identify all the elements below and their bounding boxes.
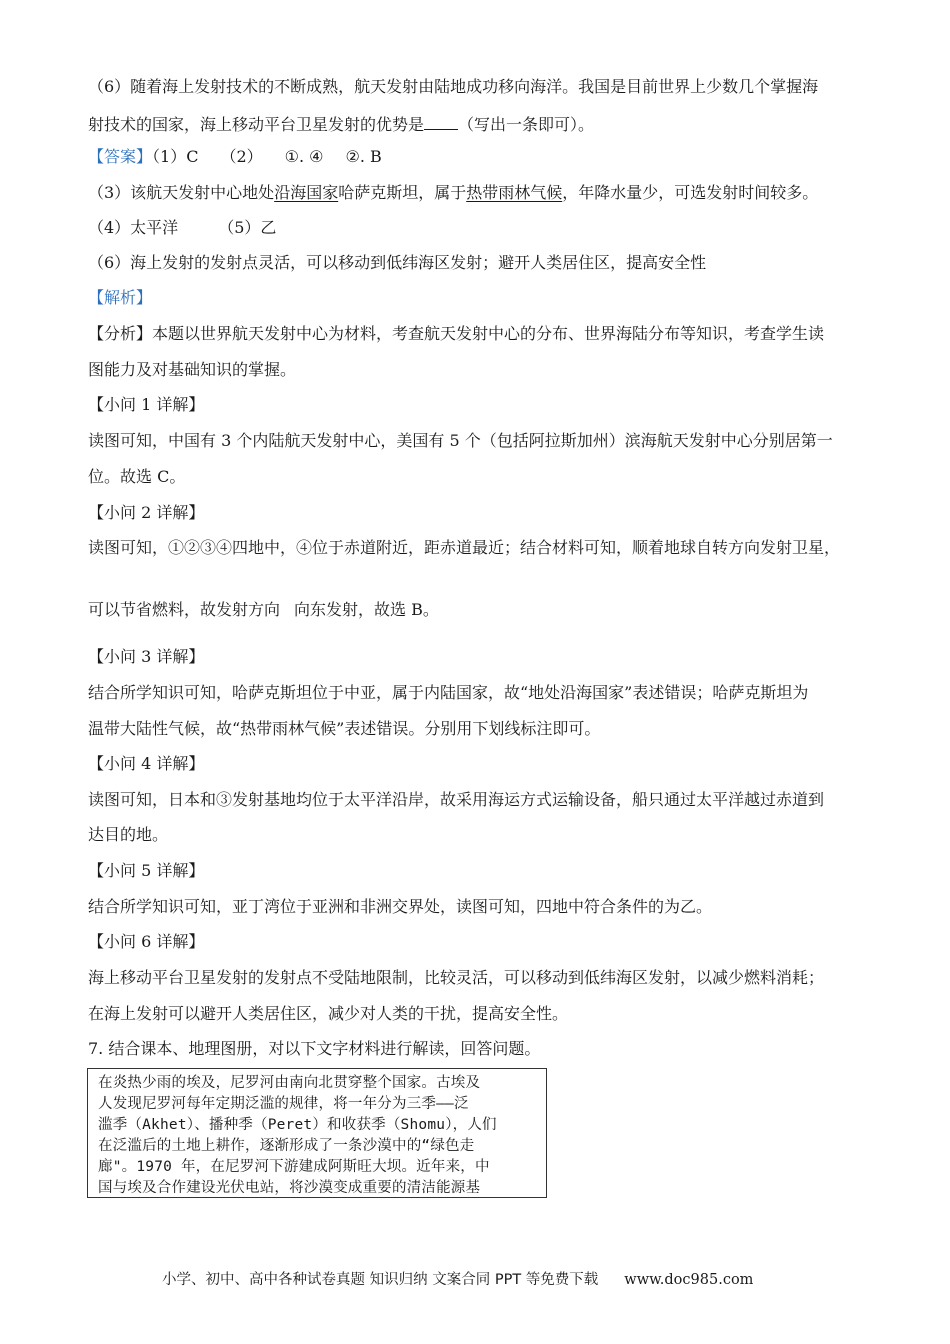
answer-1: （1）C bbox=[152, 147, 199, 166]
page-footer bbox=[162, 1268, 753, 1289]
answer-3 bbox=[88, 182, 818, 204]
material-line: 国与埃及合作建设光伏电站，将沙漠变成重要的清洁能源基 bbox=[98, 1180, 481, 1196]
answer-tag: 【答案】 bbox=[88, 147, 153, 166]
material-text-box bbox=[87, 1068, 547, 1198]
section-5-line-1: 结合所学知识可知，亚丁湾位于亚洲和非洲交界处，读图可知，四地中符合条件的为乙。 bbox=[88, 897, 713, 916]
footer-text: 小学、初中、高中各种试卷真题 知识归纳 文案合同 PPT 等免费下载 bbox=[162, 1272, 599, 1288]
section-2-line-1: 读图可知，①②③④四地中，④位于赤道附近，距赤道最近；结合材料可知，顺着地球自转方向发射卫星， bbox=[88, 538, 841, 557]
section-4-heading: 【小问 4 详解】 bbox=[88, 754, 205, 773]
answer-blank bbox=[424, 115, 458, 130]
material-line: 在炎热少雨的埃及，尼罗河由南向北贯穿整个国家。古埃及 bbox=[98, 1075, 481, 1091]
section-6-heading: 【小问 6 详解】 bbox=[88, 932, 205, 951]
material-line: 廊"。1970 年，在尼罗河下游建成阿斯旺大坝。近年来，中 bbox=[98, 1159, 490, 1175]
section-3-line-1: 结合所学知识可知，哈萨克斯坦位于中亚，属于内陆国家，故“地处沿海国家”表述错误；哈萨克斯坦为 bbox=[88, 683, 809, 702]
q6-line-1: （6）随着海上发射技术的不断成熟，航天发射由陆地成功移向海洋。我国是目前世界上少数几个掌握海 bbox=[88, 77, 819, 96]
answer-3-underline-2: 热带雨林气候 bbox=[466, 183, 563, 202]
section-6-line-2: 在海上发射可以避开人类居住区，减少对人类的干扰，提高安全性。 bbox=[88, 1004, 569, 1023]
answer-2: （2） bbox=[220, 147, 263, 166]
footer-url[interactable]: www.doc985.com bbox=[624, 1272, 754, 1288]
fenxi-line-2: 图能力及对基础知识的掌握。 bbox=[88, 360, 297, 379]
q6-line-2 bbox=[88, 114, 594, 136]
answer-row-1 bbox=[88, 146, 382, 168]
section-2-line-2-a: 可以节省燃料，故发射方向 bbox=[88, 600, 281, 619]
section-2-line-2-b: 向东发射，故选 B。 bbox=[294, 600, 439, 619]
section-3-heading: 【小问 3 详解】 bbox=[88, 647, 205, 666]
fenxi-line-1: 【分析】本题以世界航天发射中心为材料，考查航天发射中心的分布、世界海陆分布等知识，考查学生读 bbox=[88, 324, 825, 343]
answer-2-a: ①. ④ bbox=[284, 147, 324, 166]
answer-5: （5）乙 bbox=[218, 218, 277, 237]
section-5-heading: 【小问 5 详解】 bbox=[88, 861, 205, 880]
question-7: 7. 结合课本、地理图册，对以下文字材料进行解读，回答问题。 bbox=[88, 1039, 541, 1058]
section-2-line-2 bbox=[88, 599, 439, 621]
answer-6: （6）海上发射的发射点灵活，可以移动到低纬海区发射；避开人类居住区，提高安全性 bbox=[88, 253, 707, 272]
q6-line-2-tail: （写出一条即可）。 bbox=[458, 115, 595, 134]
section-4-line-2: 达目的地。 bbox=[88, 825, 169, 844]
answer-3-text-3: ，年降水量少，可选发射时间较多。 bbox=[562, 183, 819, 202]
answer-2-b: ②. B bbox=[345, 147, 382, 166]
answer-3-text: （3）该航天发射中心地处 bbox=[88, 183, 275, 202]
answer-4-5 bbox=[88, 217, 276, 239]
material-line: 人发现尼罗河每年定期泛滥的规律，将一年分为三季——泛 bbox=[98, 1096, 469, 1112]
section-1-line-2: 位。故选 C。 bbox=[88, 467, 186, 486]
section-4-line-1: 读图可知，日本和③发射基地均位于太平洋沿岸，故采用海运方式运输设备，船只通过太平洋越过赤道到 bbox=[88, 790, 825, 809]
section-1-line-1: 读图可知，中国有 3 个内陆航天发射中心，美国有 5 个（包括阿拉斯加州）滨海航天发射中心分别居第一 bbox=[88, 431, 833, 450]
section-3-line-2: 温带大陆性气候，故“热带雨林气候”表述错误。分别用下划线标注即可。 bbox=[88, 719, 601, 738]
section-1-heading: 【小问 1 详解】 bbox=[88, 395, 205, 414]
section-6-line-1: 海上移动平台卫星发射的发射点不受陆地限制，比较灵活，可以移动到低纬海区发射，以减少燃料消耗； bbox=[88, 968, 825, 987]
answer-3-underline-1: 沿海国家 bbox=[274, 183, 339, 202]
section-2-heading: 【小问 2 详解】 bbox=[88, 503, 205, 522]
q6-line-2-text: 射技术的国家，海上移动平台卫星发射的优势是 bbox=[88, 115, 425, 134]
material-line: 在泛滥后的土地上耕作，逐渐形成了一条沙漠中的“绿色走 bbox=[98, 1138, 475, 1154]
answer-4: （4）太平洋 bbox=[88, 218, 179, 237]
answer-3-text-2: 哈萨克斯坦，属于 bbox=[338, 183, 467, 202]
material-line: 滥季（Akhet）、播种季（Peret）和收获季（Shomu），人们 bbox=[98, 1117, 497, 1133]
analysis-tag: 【解析】 bbox=[88, 288, 153, 307]
